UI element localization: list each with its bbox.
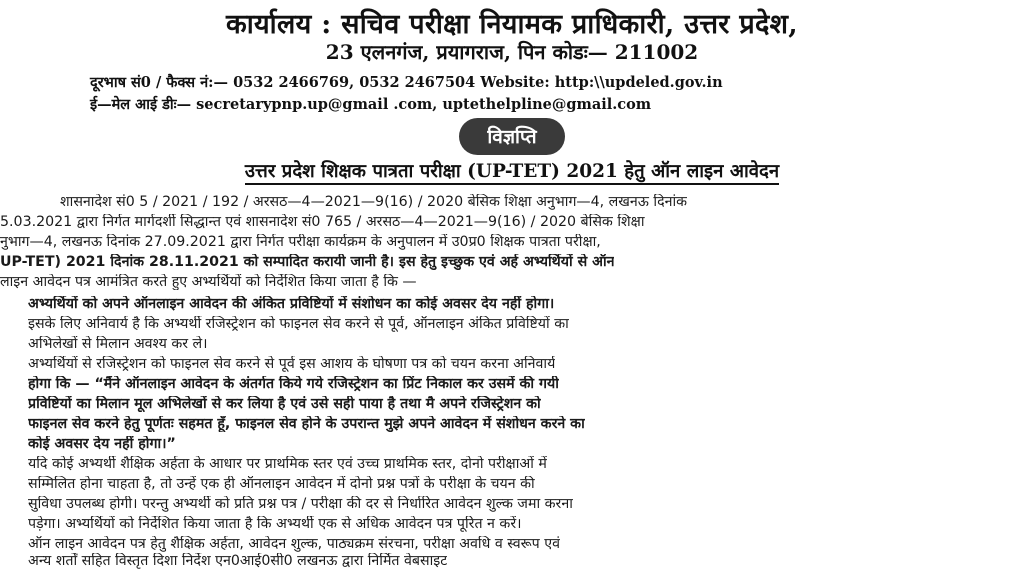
- phone-website-line: दूरभाष सं0 / फैक्स नं:— 0532 2466769, 0532 2467504 Website: http:\\updeled.gov.in: [90, 74, 723, 91]
- instruction-1-line: इसके लिए अनिवार्य है कि अभ्यर्थी रजिस्ट्रेशन को फाइनल सेव करने से पूर्व, ऑनलाइन अंकित प्रविष्टियों का: [28, 316, 569, 332]
- instruction-2-line: होगा कि — “मैंने ऑनलाइन आवेदन के अंतर्गत किये गये रजिस्ट्रेशन का प्रिंट निकाल कर उसमें की गयी: [28, 376, 559, 392]
- office-heading: कार्यालय : सचिव परीक्षा नियामक प्राधिकारी, उत्तर प्रदेश,: [225, 9, 799, 40]
- instruction-4-line: अन्य शर्तों सहित विस्तृत दिशा निर्देश एन0आई0सी0 लखनऊ द्वारा निर्मित वेबसाइट: [28, 553, 448, 569]
- instruction-1-line: अभिलेखों से मिलान अवश्य कर ले।: [28, 336, 208, 352]
- body-line: 5.03.2021 द्वारा निर्गत मार्गदर्शी सिद्धान्त एवं शासनादेश सं0 765 / अरसठ—4—2021—9(16) / 2020 बेसिक शिक्षा: [0, 214, 645, 230]
- instruction-2-line: प्रविष्टियों का मिलान मूल अभिलेखों से कर लिया है एवं उसे सही पाया है तथा मै अपने रजिस्ट्रेशन को: [28, 396, 541, 412]
- instruction-4-line: ऑन लाइन आवेदन पत्र हेतु शैक्षिक अर्हता, आवेदन शुल्क, पाठ्यक्रम संरचना, परीक्षा अवधि व स्वरूप एवं: [28, 536, 560, 552]
- notice-subject-text: उत्तर प्रदेश शिक्षक पात्रता परीक्षा (UP-TET) 2021 हेतु ऑन लाइन आवेदन: [245, 161, 779, 185]
- instruction-1-line: अभ्यर्थियों को अपने ऑनलाइन आवेदन की अंकित प्रविष्टियों में संशोधन का कोई अवसर देय नहीं होगा।: [28, 296, 555, 312]
- email-line: ई—मेल आई डीः— secretarypnp.up@gmail .com, uptethelpline@gmail.com: [90, 96, 652, 113]
- instruction-3-line: सम्मिलित होना चाहता है, तो उन्हें एक ही ऑनलाइन आवेदन में दोनो प्रश्न पत्रों के परीक्षा के चयन की: [28, 476, 535, 492]
- notice-subject: [0, 158, 1024, 183]
- instruction-3-line: पड़ेगा। अभ्यर्थियों को निर्देशित किया जाता है कि अभ्यर्थी एक से अधिक आवेदन पत्र पूरित न करें।: [28, 516, 522, 532]
- instruction-2-line: अभ्यर्थियों से रजिस्ट्रेशन को फाइनल सेव करने से पूर्व इस आशय के घोषणा पत्र को चयन करना अनिवार्य: [28, 356, 556, 372]
- notice-badge: विज्ञप्ति: [459, 118, 564, 155]
- instruction-2-line: कोई अवसर देय नहीं होगा।”: [28, 436, 176, 452]
- body-line: UP-TET) 2021 दिनांक 28.11.2021 को सम्पादित करायी जानी है। इस हेतु इच्छुक एवं अर्ह अभ्यर्थियों से ऑन: [0, 254, 615, 270]
- body-line: नुभाग—4, लखनऊ दिनांक 27.09.2021 द्वारा निर्गत परीक्षा कार्यक्रम के अनुपालन में उ0प्र0 शिक्षक पात्रता परीक्षा,: [0, 234, 601, 250]
- instruction-3-line: यदि कोई अभ्यर्थी शैक्षिक अर्हता के आधार पर प्राथमिक स्तर एवं उच्च प्राथमिक स्तर, दोनो परीक्षाओं में: [28, 456, 547, 472]
- office-address: 23 एलनगंज, प्रयागराज, पिन कोडः— 211002: [325, 40, 699, 64]
- body-line: शासनादेश सं0 5 / 2021 / 192 / अरसठ—4—2021—9(16) / 2020 बेसिक शिक्षा अनुभाग—4, लखनऊ दिनांक: [60, 194, 688, 210]
- instruction-3-line: सुविधा उपलब्ध होगी। परन्तु अभ्यर्थी को प्रति प्रश्न पत्र / परीक्षा की दर से निर्धारित आवेदन शुल्क जमा करना: [28, 496, 573, 512]
- notice-badge-row: [0, 118, 1024, 155]
- body-line: लाइन आवेदन पत्र आमंत्रित करते हुए अभ्यर्थियों को निर्देशित किया जाता है कि —: [0, 274, 417, 290]
- instruction-2-line: फाइनल सेव करने हेतु पूर्णतः सहमत हूँ, फाइनल सेव होने के उपरान्त मुझे अपने आवेदन में संशोधन करने का: [28, 416, 585, 432]
